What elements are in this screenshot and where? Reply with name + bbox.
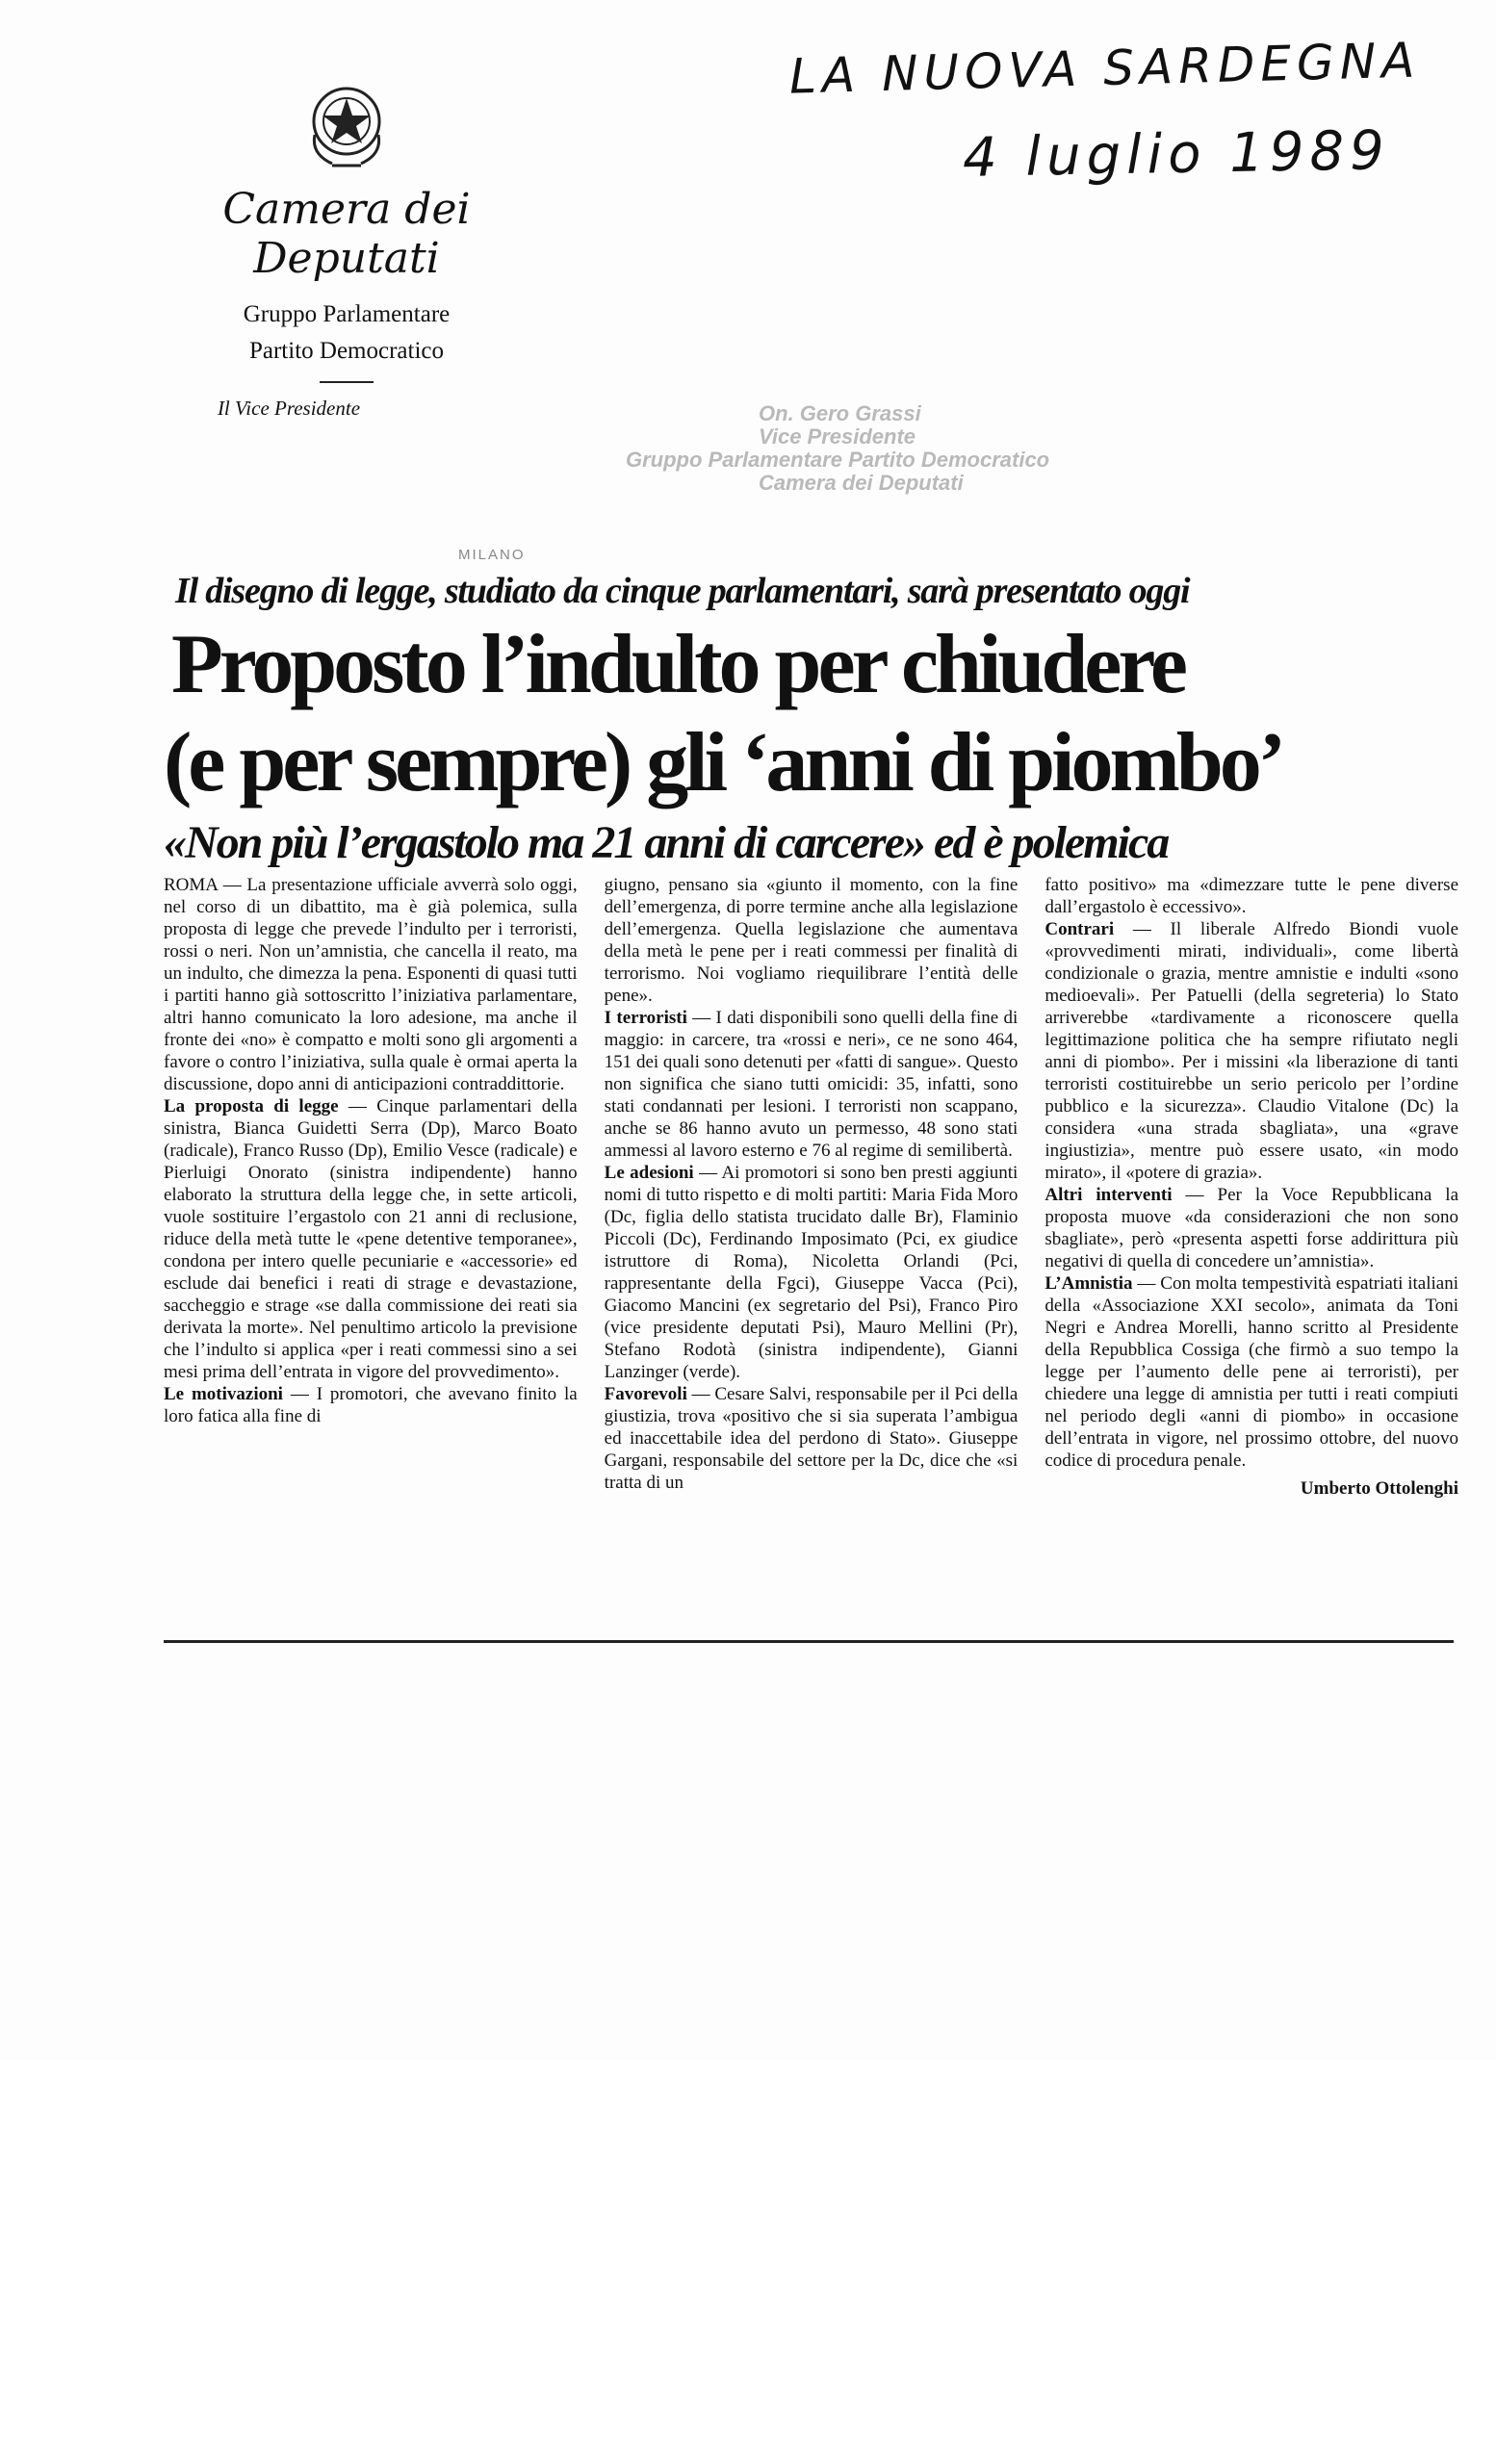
paragraph-text: — Con molta tempestività espatriati italiani della «Associazione XXI secolo», animata da Toni Negri e Andrea Morelli, hanno scritto al Presidente della Repubblica Cossiga (che firmò a suo tempo la legge per l’aumento delle pene ai terroristi), per chiedere una legge di amnistia per tutti i reati compiuti nel periodo degli «anni di piombo» in occasione dell’entrata in vigore, nel prossimo ottobre, del nuovo codice di procedura penale. — [1045, 1273, 1459, 1471]
deck: «Non più l’ergastolo ma 21 anni di carcere» ed è polemica — [164, 817, 1169, 868]
stamp-line-2: Vice Presidente — [759, 424, 916, 449]
group-line-2: Partito Democratico — [248, 338, 444, 364]
stamp-line-3: Gruppo Parlamentare Partito Democratico — [626, 448, 1050, 472]
bottom-rule — [164, 1640, 1454, 1643]
paragraph-text: — Ai promotori si sono ben presti aggiunti nomi di tutto rispetto e di molti partiti: Maria Fida Moro (Dc, figlia dello statista trucidato dalle Br), Flaminio Piccoli (Dc), Ferdinando Imposimato (Pci, ex giudice istruttore di Roma), Nicoletta Orlandi (Pci, rappresentante della Fgci), Giuseppe Vacca (Pci), Giacomo Mancini (ex segretario del Psi), Franco Piro (vice presidente deputati Psi), Mauro Mellini (Pr), Stefano Rodotà (sinistra indipendente), Gianni Lanzinger (verde). — [604, 1163, 1019, 1382]
chamber-name: Camera dei Deputati — [222, 185, 471, 283]
paragraph — [1045, 1184, 1458, 1272]
paragraph-text: — I promotori, che avevano finito la loro fatica alla fine di — [164, 1384, 578, 1426]
paragraph — [164, 1383, 578, 1427]
paragraph-text: — Cinque parlamentari della sinistra, Bianca Guidetti Serra (Dp), Marco Boato (radicale), Franco Russo (Dp), Emilio Vesce (radicale) e Pierluigi Onorato (sinistra indipendente) hanno elaborato la struttura della legge che, in sette articoli, vuole sostituire l’ergastolo con 21 anni di reclusione, riduce della metà tutte le «pene detentive temporanee», condona per intero quelle pecuniarie e «accessorie» ed esclude dai benefici i reati di strage e devastazione, saccheggio e strage «se dalla commissione dei reati sia derivata la morte». Nel penultimo articolo la previsione che l’indulto si applica «per i reati commessi sino a sei mesi prima dell’entrata in vigore del provvedimento». — [164, 1096, 578, 1382]
letterhead — [135, 77, 558, 421]
vice-president-title: Il Vice Presidente — [217, 397, 361, 420]
subheading: Contrari — [1045, 919, 1115, 939]
column-2 — [605, 874, 1019, 1500]
byline: Umberto Ottolenghi — [1300, 1478, 1459, 1499]
subheading: La proposta di legge — [164, 1096, 339, 1116]
subheading: Altri interventi — [1045, 1185, 1173, 1205]
group-line-1: Gruppo Parlamentare — [243, 301, 451, 327]
subheading: L’Amnistia — [1045, 1273, 1133, 1294]
subheading: Le motivazioni — [164, 1384, 283, 1404]
paragraph-text: — Cesare Salvi, responsabile per il Pci della giustizia, trova «positivo che si sia superata l’ambigua ed inaccettabile idea del perdono di Stato». Giuseppe Gargani, responsabile del settore per la Dc, dice che «si tratta di un — [604, 1384, 1019, 1493]
italian-republic-emblem-icon — [303, 77, 390, 173]
paragraph — [1045, 1272, 1458, 1472]
column-1 — [164, 874, 578, 1500]
paragraph-text: — Per la Voce Repubblicana la proposta muove «da considerazioni che non sono sbagliate», però «presenta aspetti forse addirittura più negativi di quella di concedere un’amnistia». — [1045, 1185, 1459, 1271]
subheading: I terroristi — [604, 1008, 687, 1028]
paragraph: ROMA — La presentazione ufficiale avverrà solo oggi, nel corso di un dibattito, ma è già polemica, sulla proposta di legge che prevede l’indulto per i terroristi, rossi o neri. Non un’amnistia, che cancella il reato, ma un indulto, che dimezza la pena. Esponenti di quasi tutti i partiti hanno già sottoscritto l’iniziativa parlamentare, altri hanno comunicato la loro adesione, ma anche il fronte dei «no» è compatto e molti sono gli argomenti a favore o contro l’iniziativa, sulla quale è ormai aperta la discussione, dopo anni di anticipazioni contraddittorie. — [164, 875, 578, 1094]
paragraph — [1045, 918, 1458, 1184]
paragraph: fatto positivo» ma «dimezzare tutte le pene diverse dall’ergastolo è eccessivo». — [1045, 875, 1459, 917]
paragraph — [605, 1162, 1019, 1383]
paragraph-text: — Il liberale Alfredo Biondi vuole «provvedimenti mirati, individuali», come libertà condizionale o grazia, mentre amnistie e indulti «sono medioevali». Per Patuelli (della segreteria) lo Stato arriverebbe «tardivamente a riconoscere quella legittimazione politica che ha sempre rifiutato negli anni di piombo». Per i missini «la liberazione di tanti terroristi costituirebbe un serio pericolo per l’ordine pubblico e la sicurezza». Claudio Vitalone (Dc) la considera «una strada sbagliata», una «grave ingiustizia», mentre può essere usato, «in modo mirato», il «potere di grazia». — [1045, 919, 1459, 1183]
paragraph-text: — I dati disponibili sono quelli della fine di maggio: in carcere, tra «rossi e neri», ce ne sono 464, 151 dei quali sono detenuti per «fatti di sangue». Questo non significa che siano tutti omicidi: 35, infatti, sono stati condannati per lesioni. I terroristi non scappano, anche se 86 hanno avuto un permesso, 48 sono stati ammessi al lavoro esterno e 76 al regime di semilibertà. — [604, 1008, 1019, 1161]
subheading: Favorevoli — [604, 1384, 687, 1404]
article-columns — [164, 874, 1458, 1500]
faded-stamp — [626, 402, 1049, 495]
column-3 — [1045, 874, 1458, 1500]
paragraph — [605, 1007, 1019, 1162]
kicker: Il disegno di legge, studiato da cinque parlamentari, sarà presentato oggi — [175, 571, 1190, 611]
letterhead-divider — [320, 381, 374, 383]
stamp-line-4: Camera dei Deputati — [759, 471, 964, 495]
newspaper-clipping — [164, 570, 1473, 1499]
subheading: Le adesioni — [604, 1163, 694, 1183]
handwritten-date: 4 luglio 1989 — [962, 119, 1391, 190]
paragraph — [164, 1095, 578, 1383]
paragraph: giugno, pensano sia «giunto il momento, con la fine dell’emergenza, di porre termine anche alla legislazione dell’emergenza. Quella legislazione che aumentava della metà le pene per i reati commessi per finalità di terrorismo. Noi vogliamo riequilibrare l’entità delle pene». — [604, 875, 1019, 1006]
headline-line-2: (e per sempre) gli ‘anni di piombo’ — [164, 716, 1283, 809]
headline-line-1: Proposto l’indulto per chiudere — [171, 618, 1184, 711]
clip-stub: MILANO — [458, 547, 526, 563]
stamp-line-1: On. Gero Grassi — [759, 401, 921, 425]
handwritten-newspaper-name: LA NUOVA SARDEGNA — [788, 32, 1422, 105]
paragraph — [605, 1383, 1019, 1494]
